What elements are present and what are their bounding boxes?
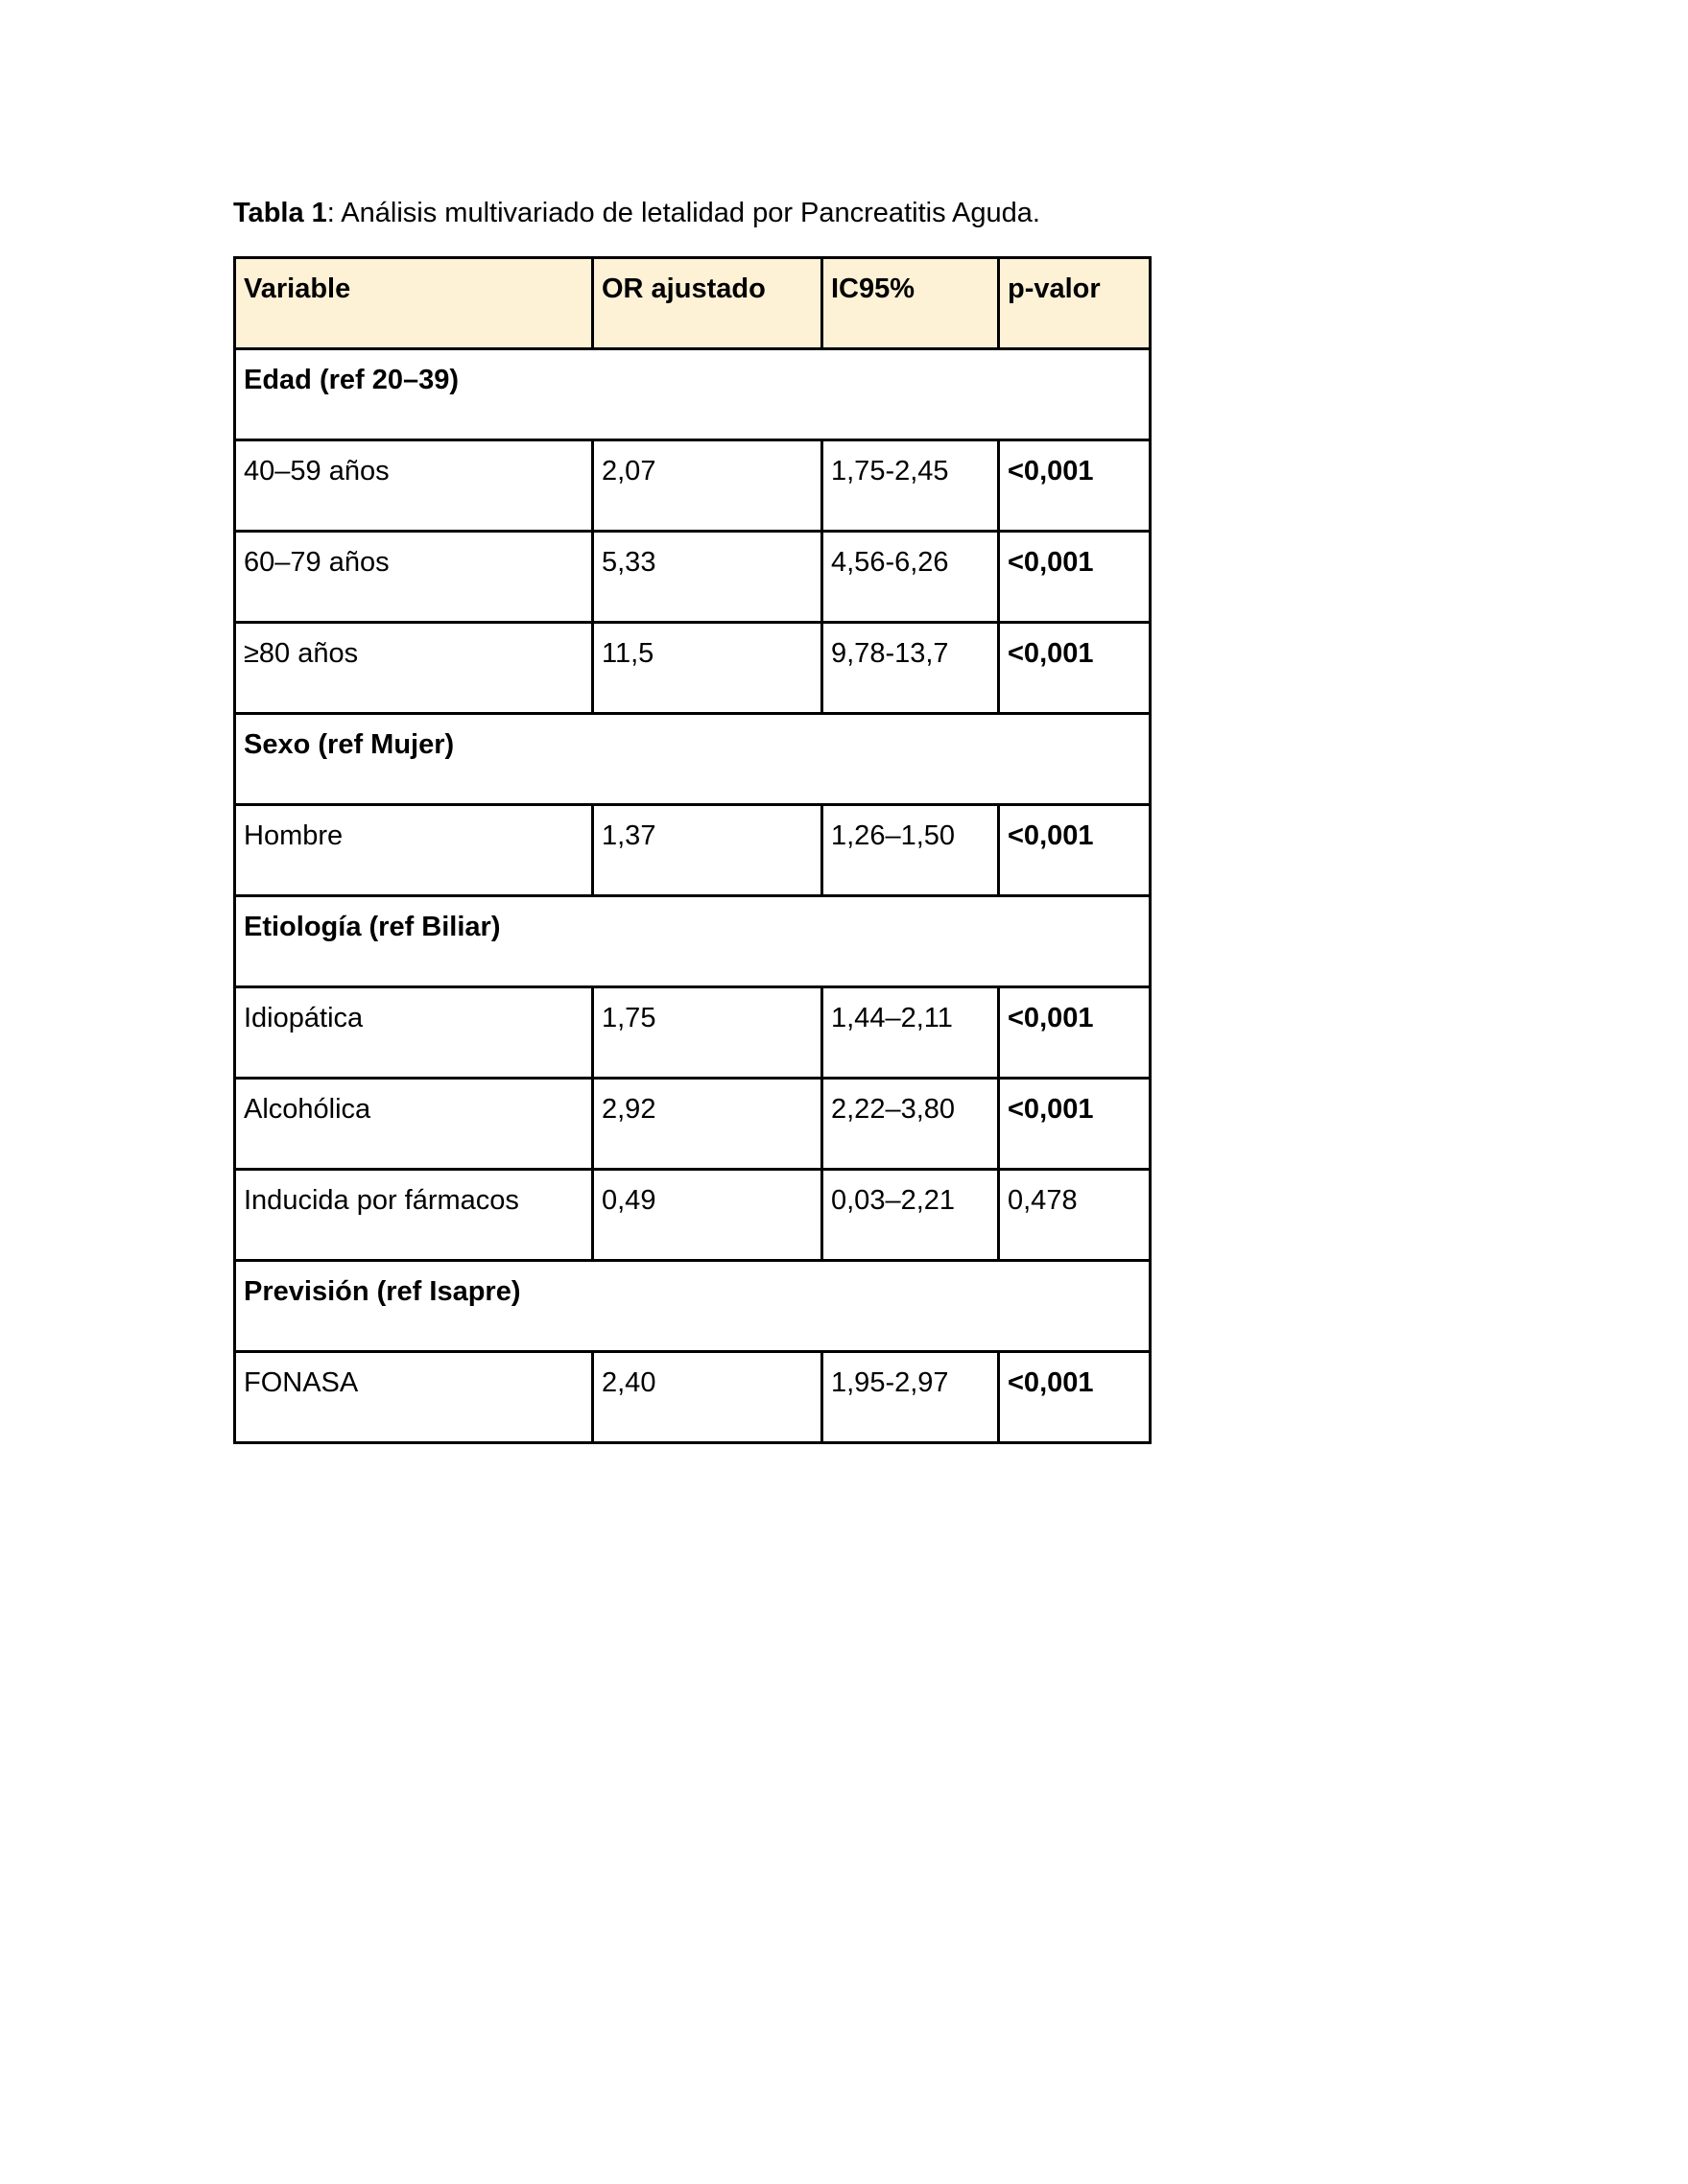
cell-variable: Alcohólica bbox=[235, 1079, 593, 1170]
table-row bbox=[235, 532, 1151, 623]
table-row bbox=[235, 1170, 1151, 1261]
group-row bbox=[235, 1261, 1151, 1352]
header-variable: Variable bbox=[235, 258, 593, 349]
cell-variable: 60–79 años bbox=[235, 532, 593, 623]
cell-ci: 1,44–2,11 bbox=[822, 987, 999, 1079]
cell-variable: FONASA bbox=[235, 1352, 593, 1443]
cell-p: <0,001 bbox=[999, 532, 1151, 623]
table-row bbox=[235, 440, 1151, 532]
cell-p: 0,478 bbox=[999, 1170, 1151, 1261]
cell-ci: 9,78-13,7 bbox=[822, 623, 999, 714]
table-row bbox=[235, 1352, 1151, 1443]
cell-p: <0,001 bbox=[999, 1352, 1151, 1443]
cell-variable: ≥80 años bbox=[235, 623, 593, 714]
cell-or: 0,49 bbox=[593, 1170, 822, 1261]
header-ci: IC95% bbox=[822, 258, 999, 349]
group-row bbox=[235, 714, 1151, 805]
header-row bbox=[235, 258, 1151, 349]
cell-p: <0,001 bbox=[999, 440, 1151, 532]
cell-ci: 1,75-2,45 bbox=[822, 440, 999, 532]
group-row bbox=[235, 896, 1151, 987]
group-title-edad: Edad (ref 20–39) bbox=[235, 349, 1151, 440]
cell-variable: Idiopática bbox=[235, 987, 593, 1079]
caption-text: : Análisis multivariado de letalidad por Pancreatitis Aguda. bbox=[326, 198, 1040, 228]
cell-or: 2,40 bbox=[593, 1352, 822, 1443]
cell-or: 2,07 bbox=[593, 440, 822, 532]
cell-or: 1,37 bbox=[593, 805, 822, 896]
cell-or: 5,33 bbox=[593, 532, 822, 623]
cell-or: 2,92 bbox=[593, 1079, 822, 1170]
header-p: p-valor bbox=[999, 258, 1151, 349]
cell-variable: Hombre bbox=[235, 805, 593, 896]
cell-p: <0,001 bbox=[999, 1079, 1151, 1170]
table-caption bbox=[233, 194, 1040, 232]
cell-ci: 4,56-6,26 bbox=[822, 532, 999, 623]
caption-label: Tabla 1 bbox=[233, 198, 327, 228]
multivariate-table bbox=[233, 256, 1152, 1444]
cell-ci: 2,22–3,80 bbox=[822, 1079, 999, 1170]
table-row bbox=[235, 1079, 1151, 1170]
cell-variable: Inducida por fármacos bbox=[235, 1170, 593, 1261]
table-row bbox=[235, 623, 1151, 714]
table-row bbox=[235, 805, 1151, 896]
cell-or: 1,75 bbox=[593, 987, 822, 1079]
group-row bbox=[235, 349, 1151, 440]
cell-variable: 40–59 años bbox=[235, 440, 593, 532]
cell-ci: 0,03–2,21 bbox=[822, 1170, 999, 1261]
header-or: OR ajustado bbox=[593, 258, 822, 349]
cell-ci: 1,95-2,97 bbox=[822, 1352, 999, 1443]
group-title-etiologia: Etiología (ref Biliar) bbox=[235, 896, 1151, 987]
cell-p: <0,001 bbox=[999, 805, 1151, 896]
cell-or: 11,5 bbox=[593, 623, 822, 714]
cell-p: <0,001 bbox=[999, 987, 1151, 1079]
group-title-sexo: Sexo (ref Mujer) bbox=[235, 714, 1151, 805]
table-row bbox=[235, 987, 1151, 1079]
cell-p: <0,001 bbox=[999, 623, 1151, 714]
cell-ci: 1,26–1,50 bbox=[822, 805, 999, 896]
group-title-prevision: Previsión (ref Isapre) bbox=[235, 1261, 1151, 1352]
